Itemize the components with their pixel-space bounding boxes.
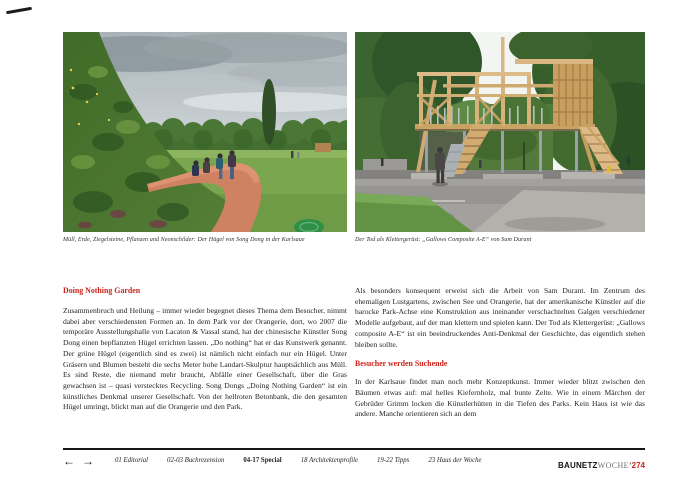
next-page-arrow-icon[interactable]: → — [82, 453, 94, 468]
nav-item-buchrezension[interactable]: 02-03 Buchrezension — [167, 457, 225, 464]
caption-gallows-composite: Der Tod als Klettergerüst: „Gallows Composite A-E“ von Sam Durant — [355, 237, 532, 243]
section-heading-besucher-werden-suchende: Besucher werden Suchende — [355, 359, 448, 369]
nav-item-haus-der-woche[interactable]: 23 Haus der Woche — [428, 457, 482, 464]
page-corner-mark — [6, 7, 32, 14]
paragraph-karlsaue-konzeptkunst: In der Karlsaue findet man noch mehr Konzeptkunst. Immer wieder blitzt zwischen den Bäumen etwas auf: mal helles Kiefernholz, mal bunte Zelte. Wie in einem Märchen der Gebrüder Grimm locken die Künstlerhütten in die Tiefen des Parks. Kein Haus ist wie das andere. Manche orientieren sich an dem — [355, 377, 645, 419]
footer-toc — [115, 457, 482, 464]
figure-doing-nothing-garden — [63, 32, 347, 244]
nav-item-architektenprofile[interactable]: 18 Architektenprofile — [300, 457, 359, 464]
nav-item-editorial[interactable]: 01 Editorial — [115, 457, 149, 464]
paragraph-doing-nothing-garden: Zusammenbruch und Heilung – immer wieder begegnet dieses Thema dem Besucher, nimmt dabei aber verschiedensten Formen an. In dem Park vor der Orangerie, dort, wo 2007 die temporäre Ausstellungshalle von Lacaton & Vassal stand, hat der chinesische Künstler Song Dong einen bepflanzten Hügel errichten lassen. „Do nothing“ hat er das Kunstwerk genannt. Der grüne Hügel (eigentlich sind es zwei) ist nämlich nicht einfach nur ein Hügel. Unter Gräsern und Blumen besteht die sechs Meter hohe Landart-Skulptur hauptsächlich aus Müll. Es sind Reste, die niemand mehr braucht, Abfälle einer Gesellschaft, über die Gras gewachsen ist – quasi verstecktes Recycling. Song Dongs „Doing Nothing Garden“ ist ein künstliches Denkmal unserer Gesellschaft. Von der hellroten Betonbank, die den gesamten Hügel umringt, blickt man auf die Orangerie und den Park. — [63, 306, 347, 412]
prev-page-arrow-icon[interactable]: ← — [63, 453, 75, 468]
nav-item-special[interactable]: 04-17 Special — [243, 457, 282, 464]
section-heading-doing-nothing-garden: Doing Nothing Garden — [63, 286, 141, 295]
nav-item-tipps[interactable]: 19-22 Tipps — [377, 457, 410, 464]
footer-rule — [63, 448, 645, 450]
logo-baunetz: BAUNETZ — [558, 461, 598, 470]
baunetzwoche-logo — [558, 455, 645, 473]
photo-gallows-structure — [355, 32, 645, 232]
footer-nav — [63, 448, 645, 470]
paragraph-sam-durant: Als besonders konsequent erweist sich die Arbeit von Sam Durant. Im Zentrum des ehemaligen Lustgartens, zwischen See und Orangerie, hat der amerikanische Künstler auf die barocke Park-Achse eine Konstruktion aus ineinander verschachtelten Galgen verschiedener Modelle aufgebaut, auf der man klettern und spielen kann. Der Tod als Klettergerüst: „Gallows composite A-E“ ist ein beeindruckendes Anti-Denkmal der Geschichte, das eigentlich stehen bleiben sollte. — [355, 286, 645, 349]
caption-doing-nothing-garden: Müll, Erde, Ziegelsteine, Pflanzen und Neonschilder: Der Hügel von Song Dong in der Karlsaue — [63, 237, 305, 243]
article-column-right — [355, 286, 645, 420]
logo-separator: ’ — [628, 461, 632, 470]
photo-song-dong-hill — [63, 32, 347, 232]
figure-gallows-composite — [355, 32, 645, 244]
article-column-left — [63, 286, 347, 413]
logo-woche: WOCHE — [597, 461, 629, 470]
logo-issue-number: 274 — [631, 461, 645, 470]
